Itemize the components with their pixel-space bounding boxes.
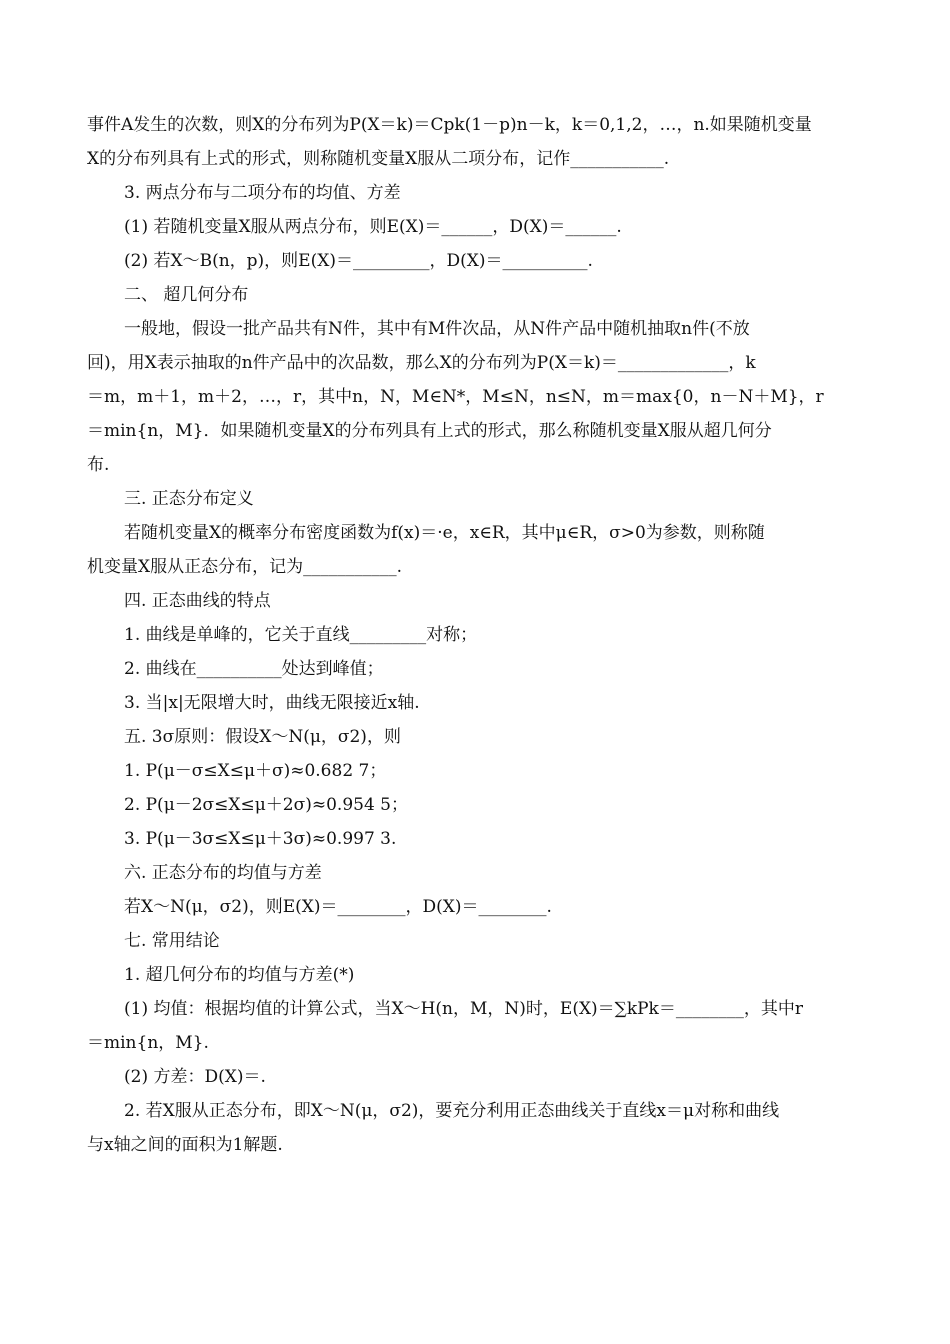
text-line: (1) 若随机变量X服从两点分布，则E(X)＝______，D(X)＝______.	[124, 217, 622, 237]
text-line: 2. P(μ－2σ≤X≤μ＋2σ)≈0.954 5；	[124, 795, 408, 815]
text-line: 若X～N(μ，σ2)，则E(X)＝________，D(X)＝________.	[124, 897, 552, 917]
text-line: (2) 若X～B(n，p)，则E(X)＝_________，D(X)＝__________.	[124, 251, 593, 271]
text-line: 2. 曲线在__________处达到峰值；	[124, 659, 384, 679]
text-line: 1. P(μ－σ≤X≤μ＋σ)≈0.682 7；	[124, 761, 387, 781]
text-line: ＝min{n，M}．如果随机变量X的分布列具有上式的形式，那么称随机变量X服从超几何分	[87, 421, 772, 441]
text-line: 与x轴之间的面积为1解题.	[87, 1135, 283, 1155]
text-line: 2. 若X服从正态分布，即X～N(μ，σ2)，要充分利用正态曲线关于直线x＝μ对称和曲线	[124, 1101, 780, 1121]
text-line: 3. P(μ－3σ≤X≤μ＋3σ)≈0.997 3.	[124, 829, 397, 849]
text-line: 1. 超几何分布的均值与方差(*)	[124, 965, 355, 985]
section-heading: 六. 正态分布的均值与方差	[124, 863, 322, 883]
text-line: ＝m，m＋1，m＋2，…，r，其中n，N，M∈N*，M≤N，n≤N，m＝max{0，n－N＋M}，r	[87, 387, 824, 407]
section-heading: 五. 3σ原则：假设X～N(μ，σ2)，则	[124, 727, 401, 747]
text-line: 3. 两点分布与二项分布的均值、方差	[124, 183, 401, 203]
text-line: 3. 当|x|无限增大时，曲线无限接近x轴.	[124, 693, 420, 713]
section-heading: 三. 正态分布定义	[124, 489, 254, 509]
section-heading: 七. 常用结论	[124, 931, 220, 951]
text-line: X的分布列具有上式的形式，则称随机变量X服从二项分布，记作___________.	[87, 149, 670, 169]
text-line: 一般地，假设一批产品共有N件，其中有M件次品，从N件产品中随机抽取n件(不放	[124, 319, 750, 339]
text-line: 布.	[87, 455, 110, 475]
text-line: (2) 方差：D(X)＝.	[124, 1067, 266, 1087]
text-line: ＝min{n，M}.	[87, 1033, 209, 1053]
text-line: 事件A发生的次数，则X的分布列为P(X＝k)＝Cpk(1－p)n－k，k＝0,1,2，…，n.如果随机变量	[87, 115, 812, 135]
text-line: 机变量X服从正态分布，记为___________.	[87, 557, 403, 577]
section-heading: 二、 超几何分布	[124, 285, 249, 305]
text-line: 回)，用X表示抽取的n件产品中的次品数，那么X的分布列为P(X＝k)＝_____________，k	[87, 353, 756, 373]
text-line: 1. 曲线是单峰的，它关于直线_________对称；	[124, 625, 478, 645]
section-heading: 四. 正态曲线的特点	[124, 591, 271, 611]
document-page	[87, 108, 863, 1162]
text-line: 若随机变量X的概率分布密度函数为f(x)＝·e，x∈R，其中μ∈R，σ>0为参数，则称随	[124, 523, 765, 543]
text-line: (1) 均值：根据均值的计算公式，当X～H(n，M，N)时，E(X)＝∑kPk＝________，其中r	[124, 999, 803, 1019]
